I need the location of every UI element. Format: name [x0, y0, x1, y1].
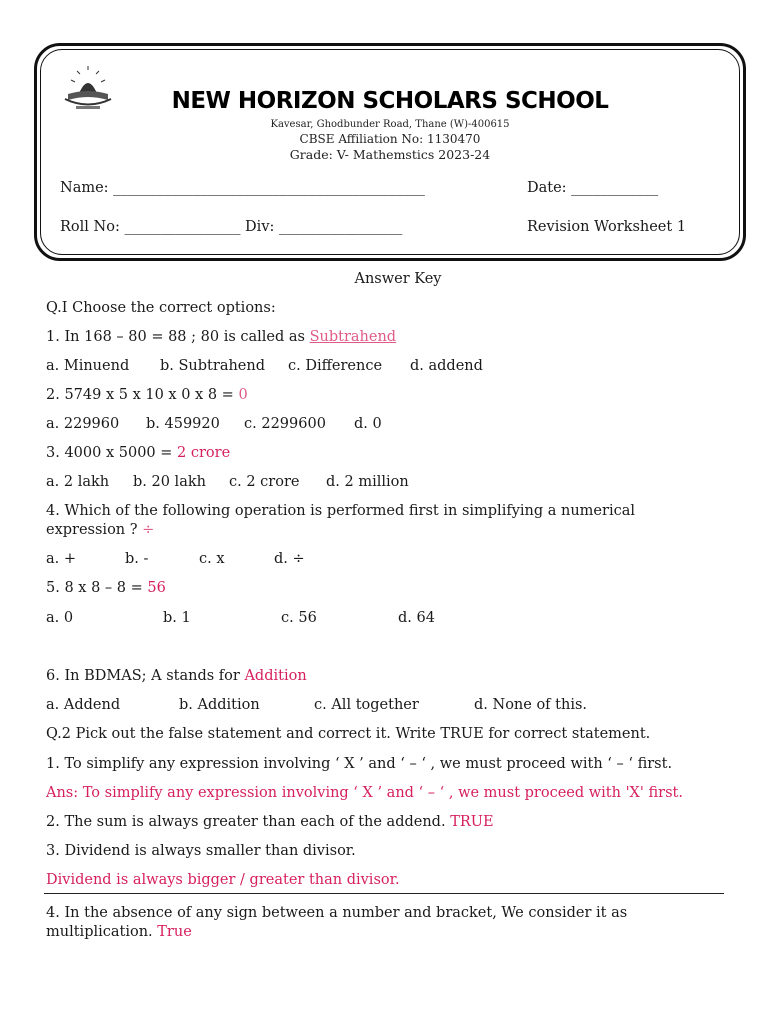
option: d. None of this.	[474, 697, 588, 713]
option: a. 0	[46, 610, 74, 626]
q1-1-question	[46, 329, 396, 345]
answer-text: Addition	[244, 668, 307, 684]
q1-6-question	[46, 668, 307, 684]
q1-3-question	[46, 445, 230, 461]
option: d. 64	[398, 610, 435, 626]
q2-answer-1: Ans: To simplify any expression involving ‘ X ’ and ‘ – ‘ , we must proceed with 'X' first.	[46, 785, 683, 801]
q2-answer-3: Dividend is always bigger / greater than divisor.	[46, 872, 400, 888]
affiliation-number: CBSE Affiliation No: 1130470	[299, 132, 481, 146]
answer-text: 0	[238, 387, 248, 403]
option: d. addend	[410, 358, 483, 374]
roll-div-field: Roll No: ________________ Div: _________________	[60, 219, 403, 235]
q1-2-question	[46, 387, 248, 403]
option: b. -	[125, 551, 149, 567]
worksheet-title: Revision Worksheet 1	[527, 219, 687, 235]
option: a. Addend	[46, 697, 121, 713]
answer-text: TRUE	[450, 814, 494, 830]
option: a. +	[46, 551, 77, 567]
answer-text: 2 crore	[177, 445, 231, 461]
grade-subject: Grade: V- Mathemstics 2023-24	[289, 147, 491, 162]
q2-statement-3: 3. Dividend is always smaller than divisor.	[46, 843, 356, 859]
question-text: 6. In BDMAS; A stands for	[46, 668, 245, 684]
school-address: Kavesar, Ghodbunder Road, Thane (W)-400615	[270, 119, 510, 130]
option: a. 229960	[46, 416, 120, 432]
question-text: expression ?	[46, 522, 143, 538]
option: c. All together	[314, 697, 419, 713]
option: b. Subtrahend	[160, 358, 265, 374]
q2-statement-4: 4. In the absence of any sign between a number and bracket, We consider it as	[46, 905, 628, 921]
option: c. 2 crore	[229, 474, 300, 490]
question-text: 1. In 168 – 80 = 88 ; 80 is called as	[46, 329, 310, 345]
answer-text: ÷	[142, 522, 155, 538]
answer-text: True	[157, 924, 192, 940]
statement-text: multiplication.	[46, 924, 158, 940]
q1-5-question	[46, 580, 166, 596]
question-text: 5. 8 x 8 – 8 =	[46, 580, 148, 596]
question-text: 3. 4000 x 5000 =	[46, 445, 178, 461]
option: b. 459920	[146, 416, 220, 432]
statement-text: 2. The sum is always greater than each of the addend.	[46, 814, 451, 830]
option: c. Difference	[288, 358, 383, 374]
option: d. ÷	[274, 551, 305, 567]
option: b. 20 lakh	[133, 474, 206, 490]
option: c. 56	[281, 610, 317, 626]
q1-4-question: 4. Which of the following operation is performed first in simplifying a numerical	[46, 503, 635, 519]
q2-statement-2	[46, 814, 494, 830]
school-name: NEW HORIZON SCHOLARS SCHOOL	[171, 88, 609, 114]
name-field: Name: ___________________________________________	[60, 180, 425, 196]
option: a. Minuend	[46, 358, 130, 374]
question-text: 2. 5749 x 5 x 10 x 0 x 8 =	[46, 387, 239, 403]
option: b. Addition	[179, 697, 260, 713]
q2-heading: Q.2 Pick out the false statement and correct it. Write TRUE for correct statement.	[46, 726, 651, 742]
option: d. 2 million	[326, 474, 409, 490]
option: c. 2299600	[244, 416, 326, 432]
q2-statement-4-cont	[46, 924, 192, 940]
answer-text: Subtrahend	[309, 329, 397, 345]
option: c. x	[199, 551, 225, 567]
q1-4-question-cont	[46, 522, 154, 538]
q2-statement-1: 1. To simplify any expression involving ‘ X ’ and ‘ – ‘ , we must proceed with ‘ – ‘ first.	[46, 756, 673, 772]
answer-key-title: Answer Key	[354, 271, 442, 287]
date-field: Date: ____________	[527, 180, 659, 196]
option: b. 1	[163, 610, 191, 626]
option: d. 0	[354, 416, 382, 432]
option: a. 2 lakh	[46, 474, 110, 490]
q1-heading: Q.I Choose the correct options:	[46, 300, 276, 316]
divider	[44, 893, 724, 894]
answer-text: 56	[147, 580, 166, 596]
